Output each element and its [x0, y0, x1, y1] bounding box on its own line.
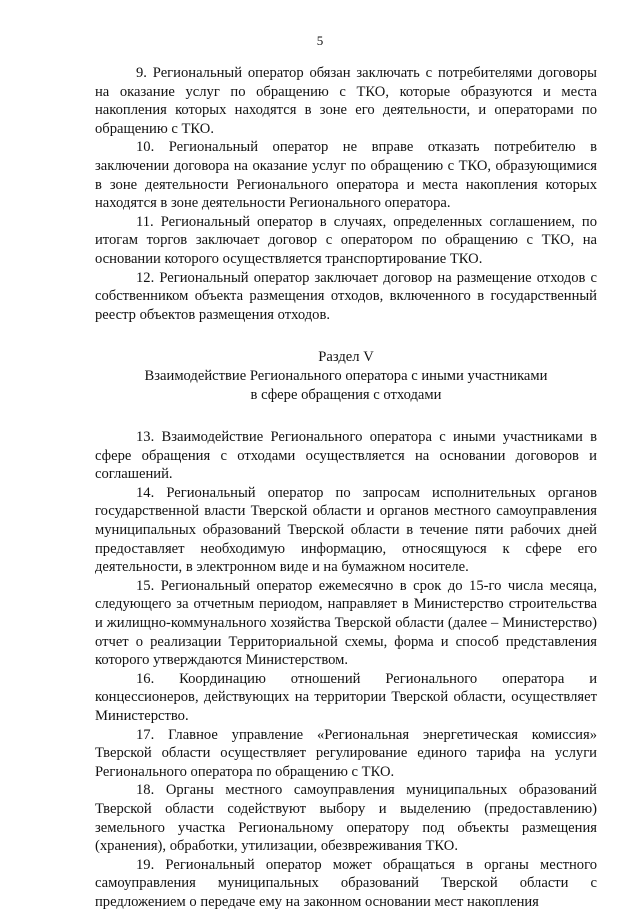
- paragraph-18: 18. Органы местного самоуправления муниципальных образований Тверской области содействуют выбору и выделению (предоставлению) земельного участка Региональному оператору под объекты размещения (хранения), обработки, утилизации, обезвреживания ТКО.: [95, 782, 597, 855]
- paragraph-9: 9. Региональный оператор обязан заключать с потребителями договоры на оказание услуг по обращению с ТКО, которые образуются и места накопления которых находятся в зоне его деятельности, и операторами по обращению с ТКО.: [95, 65, 597, 137]
- paragraph-10: 10. Региональный оператор не вправе отказать потребителю в заключении договора на оказание услуг по обращению с ТКО, образующимися в зоне деятельности Регионального оператора и места накопления которых находятся в зоне деятельности Регионального оператора.: [95, 139, 597, 212]
- paragraph-12: 12. Региональный оператор заключает договор на размещение отходов с собственником объекта размещения отходов, включенного в государственный реестр объектов размещения отходов.: [95, 269, 597, 323]
- section-label: Раздел V: [318, 349, 374, 366]
- paragraph-14: 14. Региональный оператор по запросам исполнительных органов государственной власти Тверской области и органов местного самоуправления муниципальных образований Тверской области в течение пяти рабочих дней предоставляет необходимую информацию, относящуюся к сфере его деятельности, в электронном виде и на бумажном носителе.: [95, 484, 597, 576]
- section-title-line-2: в сфере обращения с отходами: [250, 386, 442, 403]
- paragraph-16: 16. Координацию отношений Регионального оператора и концессионеров, действующих на территории Тверской области, осуществляет Министерство.: [95, 670, 597, 724]
- page-number: 5: [316, 33, 324, 48]
- paragraph-19: 19. Региональный оператор может обращаться в органы местного самоуправления муниципальных образований Тверской области с предложением о передаче ему на законном основании мест накопления: [95, 856, 597, 910]
- document-body: [95, 64, 597, 912]
- section-title-line-1: Взаимодействие Регионального оператора с иными участниками: [144, 367, 548, 384]
- paragraph-17: 17. Главное управление «Региональная энергетическая комиссия» Тверской области осуществляет регулирование единого тарифа на услуги Регионального оператора по обращению с ТКО.: [95, 726, 597, 780]
- paragraph-11: 11. Региональный оператор в случаях, определенных соглашением, по итогам торгов заключает договор с оператором по обращению с ТКО, на основании которого осуществляется транспортирование ТКО.: [95, 213, 597, 267]
- paragraph-13: 13. Взаимодействие Регионального оператора с иными участниками в сфере обращения с отходами осуществляется на основании договоров и соглашений.: [95, 429, 597, 483]
- paragraph-15: 15. Региональный оператор ежемесячно в срок до 15-го числа месяца, следующего за отчетным периодом, направляет в Министерство строительства и жилищно-коммунального хозяйства Тверской области (далее – Министерство) отчет о реализации Территориальной схемы, форма и способ представления которого утверждаются Министерством.: [95, 577, 597, 669]
